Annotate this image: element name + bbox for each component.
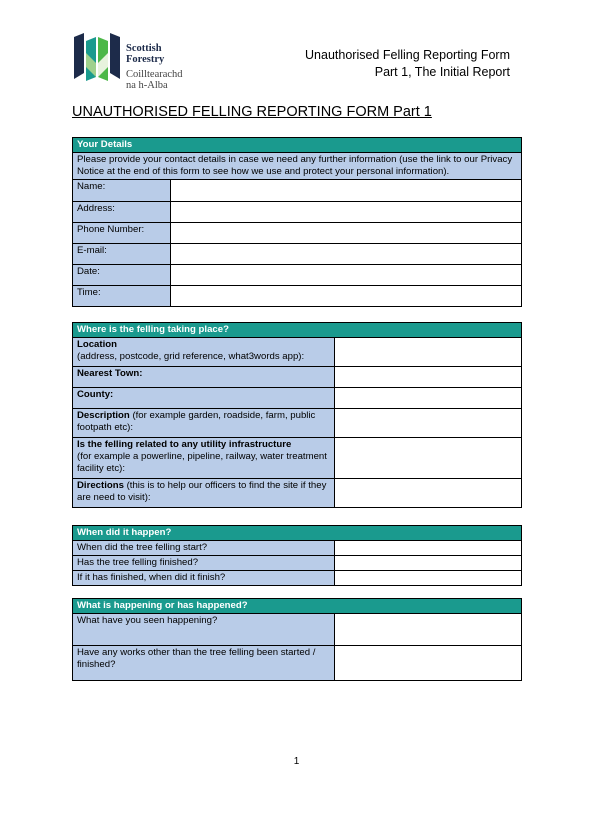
logo-name-gaelic-1: Coilltearachd [126,69,183,80]
address-label: Address: [73,202,171,223]
your-details-instructions: Please provide your contact details in case we need any further information (use the link to our Privacy Notice at the end of this form to see how we use and protect your personal information). [73,153,522,180]
name-label: Name: [73,180,171,202]
date-field[interactable] [171,265,522,286]
felling-finish-date-field[interactable] [335,571,522,586]
description-label [73,409,335,438]
logo-name-gaelic-2: na h-Alba [126,80,168,91]
scottish-forestry-logo [70,33,200,89]
date-label: Date: [73,265,171,286]
location-label [73,338,335,367]
your-details-heading: Your Details [73,138,522,153]
your-details-table [72,137,522,307]
page-title: UNAUTHORISED FELLING REPORTING FORM Part 1 [72,104,432,120]
directions-field[interactable] [335,479,522,508]
utility-field[interactable] [335,438,522,479]
description-label-hint: (for example garden, roadside, farm, public footpath etc): [77,410,316,433]
county-label-text: County: [77,389,114,400]
felling-finish-date-label: If it has finished, when did it finish? [73,571,335,586]
time-field[interactable] [171,286,522,307]
phone-field[interactable] [171,223,522,244]
logo-text [126,43,183,91]
nearest-town-label-text: Nearest Town: [77,368,143,379]
page-number: 1 [293,756,300,767]
other-works-label: Have any works other than the tree felling been started / finished? [73,646,335,681]
header-line-2: Part 1, The Initial Report [374,65,510,79]
felling-finished-label: Has the tree felling finished? [73,556,335,571]
nearest-town-label [73,367,335,388]
location-label-hint: (address, postcode, grid reference, what3words app): [77,351,305,362]
nearest-town-field[interactable] [335,367,522,388]
header-line-1: Unauthorised Felling Reporting Form [305,48,510,62]
description-label-bold: Description [77,410,130,421]
phone-label: Phone Number: [73,223,171,244]
utility-label [73,438,335,479]
when-table [72,525,522,586]
email-field[interactable] [171,244,522,265]
location-label-bold: Location [77,339,117,350]
location-field[interactable] [335,338,522,367]
county-field[interactable] [335,388,522,409]
other-works-field[interactable] [335,646,522,681]
felling-start-field[interactable] [335,541,522,556]
directions-label [73,479,335,508]
logo-name-english-1: Scottish [126,43,162,54]
time-label: Time: [73,286,171,307]
email-label: E-mail: [73,244,171,265]
directions-label-hint: (this is to help our officers to find the site if they are need to visit): [77,480,327,503]
seen-happening-field[interactable] [335,614,522,646]
where-table [72,322,522,508]
county-label [73,388,335,409]
what-table [72,598,522,681]
logo-name-english-2: Forestry [126,54,165,65]
tree-leaf-logo-icon [70,33,122,81]
document-header [305,47,510,81]
when-heading: When did it happen? [73,526,522,541]
directions-label-bold: Directions [77,480,124,491]
utility-label-bold: Is the felling related to any utility infrastructure [77,439,292,450]
where-heading: Where is the felling taking place? [73,323,522,338]
description-field[interactable] [335,409,522,438]
felling-finished-field[interactable] [335,556,522,571]
seen-happening-label: What have you seen happening? [73,614,335,646]
address-field[interactable] [171,202,522,223]
name-field[interactable] [171,180,522,202]
what-heading: What is happening or has happened? [73,599,522,614]
utility-label-hint: (for example a powerline, pipeline, railway, water treatment facility etc): [77,451,327,474]
felling-start-label: When did the tree felling start? [73,541,335,556]
